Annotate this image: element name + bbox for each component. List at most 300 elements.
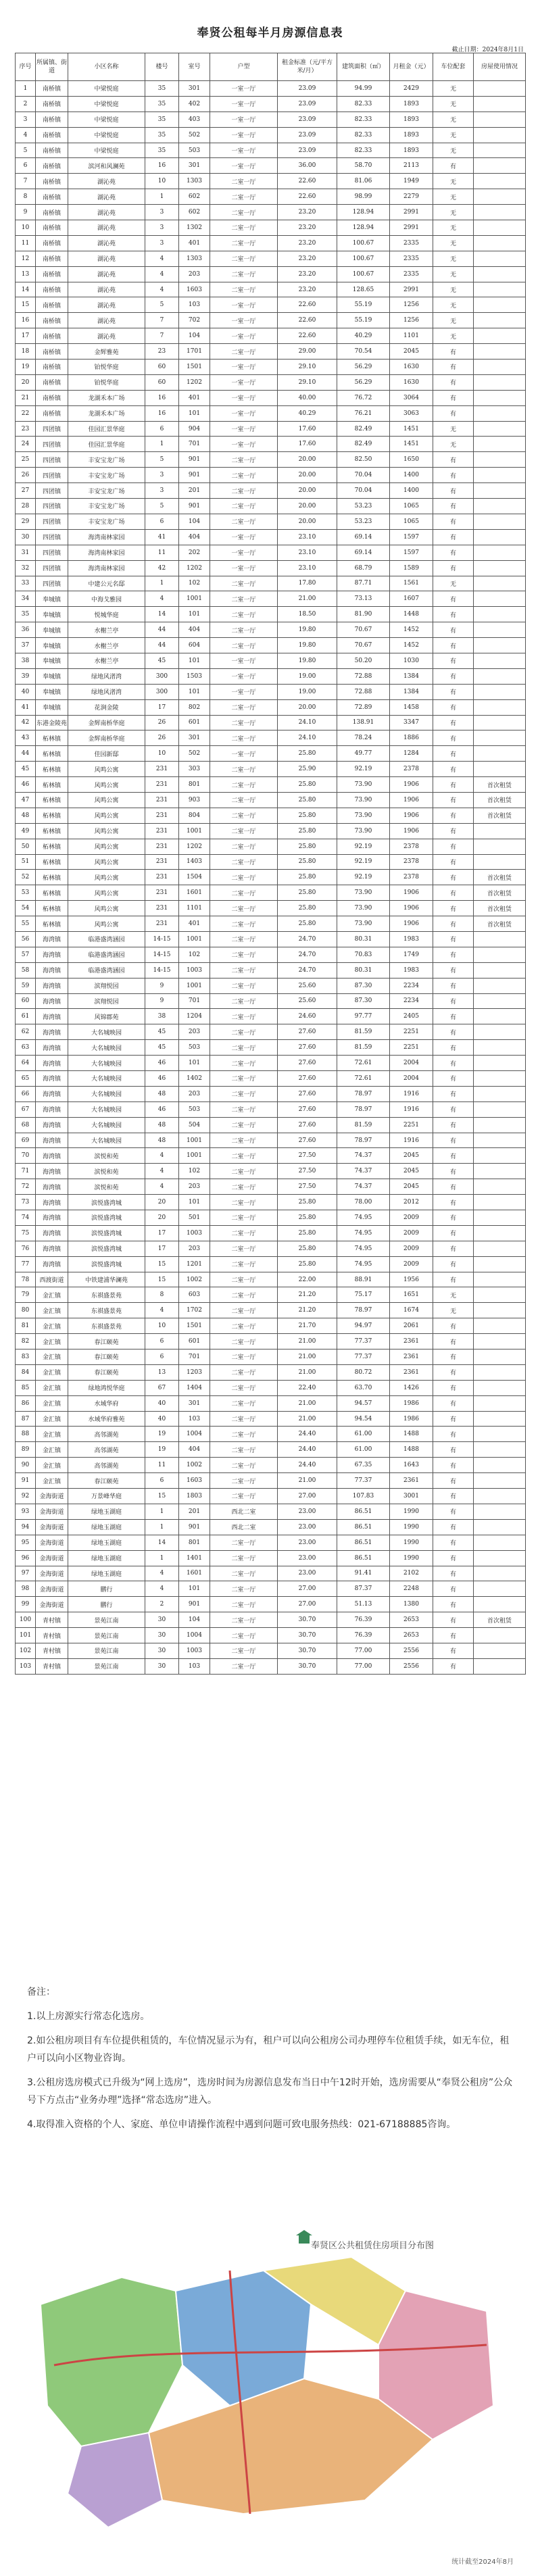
table-cell: 二室一厅 <box>210 931 278 947</box>
table-cell: 有 <box>433 1643 474 1658</box>
table-cell: 77 <box>16 1256 36 1272</box>
table-cell: 二室一厅 <box>210 1318 278 1334</box>
table-cell: 首次租赁 <box>474 792 526 808</box>
table-cell: 湖沁苑 <box>68 189 145 205</box>
table-cell <box>474 529 526 545</box>
table-cell: 203 <box>179 1241 210 1256</box>
table-cell: 2361 <box>390 1364 433 1380</box>
table-cell <box>474 1458 526 1473</box>
table-cell: 无 <box>433 437 474 452</box>
table-cell <box>474 1519 526 1535</box>
table-cell: 有 <box>433 1101 474 1117</box>
table-cell: 3001 <box>390 1489 433 1504</box>
table-cell: 金海街道 <box>36 1566 68 1581</box>
table-cell <box>474 297 526 313</box>
table-cell: 水榭兰亭 <box>68 653 145 668</box>
table-cell: 1701 <box>179 344 210 360</box>
table-cell: 14 <box>145 607 179 622</box>
table-cell: 2004 <box>390 1071 433 1087</box>
table-cell: 大名城映园 <box>68 1117 145 1133</box>
table-cell: 二室一厅 <box>210 1256 278 1272</box>
table-cell: 100 <box>16 1612 36 1628</box>
column-header: 楼号 <box>145 53 179 81</box>
table-cell: 12 <box>16 251 36 266</box>
table-cell: 1601 <box>179 1566 210 1581</box>
table-cell: 1983 <box>390 931 433 947</box>
table-cell: 二室一厅 <box>210 1442 278 1458</box>
table-cell: 27.00 <box>278 1489 337 1504</box>
table-row <box>16 282 526 297</box>
table-cell: 82.33 <box>337 96 390 112</box>
table-cell: 四团镇 <box>36 576 68 591</box>
table-cell: 1906 <box>390 808 433 823</box>
table-cell: 1906 <box>390 916 433 932</box>
table-cell: 1893 <box>390 143 433 158</box>
table-row <box>16 684 526 699</box>
table-cell: 101 <box>179 1581 210 1597</box>
table-cell: 25.80 <box>278 808 337 823</box>
table-cell <box>474 1133 526 1148</box>
table-cell <box>474 174 526 189</box>
table-row <box>16 854 526 870</box>
table-cell: 69.14 <box>337 545 390 560</box>
table-cell: 奉城镇 <box>36 638 68 653</box>
table-row <box>16 1272 526 1287</box>
table-cell: 401 <box>179 390 210 405</box>
table-cell: 有 <box>433 1411 474 1427</box>
table-cell: 南桥镇 <box>36 158 68 174</box>
table-cell <box>474 1581 526 1597</box>
table-cell: 无 <box>433 297 474 313</box>
table-cell: 45 <box>145 1024 179 1040</box>
table-cell: 南桥镇 <box>36 328 68 344</box>
table-cell: 25.90 <box>278 762 337 777</box>
table-cell: 15 <box>145 1256 179 1272</box>
table-cell: 78.00 <box>337 1195 390 1210</box>
table-cell: 1597 <box>390 529 433 545</box>
table-cell: 3 <box>145 220 179 236</box>
table-cell: 高邻湖苑 <box>68 1458 145 1473</box>
table-cell: 94 <box>16 1519 36 1535</box>
table-cell: 铂悦华庭 <box>68 360 145 375</box>
table-row <box>16 483 526 499</box>
table-cell <box>474 127 526 143</box>
table-cell: 有 <box>433 514 474 529</box>
table-cell: 2279 <box>390 189 433 205</box>
table-cell: 40.00 <box>278 390 337 405</box>
table-cell <box>474 1411 526 1427</box>
table-cell: 25.60 <box>278 978 337 993</box>
table-cell: 1 <box>145 1519 179 1535</box>
table-cell: 27.60 <box>278 1101 337 1117</box>
table-row <box>16 437 526 452</box>
table-cell: 二室一厅 <box>210 715 278 730</box>
table-cell: 二室一厅 <box>210 1225 278 1241</box>
table-cell: 1893 <box>390 112 433 127</box>
table-cell: 128.65 <box>337 282 390 297</box>
table-row <box>16 746 526 762</box>
column-header: 月租金（元） <box>390 53 433 81</box>
table-cell: 无 <box>433 313 474 328</box>
table-cell: 金汇镇 <box>36 1364 68 1380</box>
table-cell: 湖沁苑 <box>68 328 145 344</box>
table-cell: 16 <box>145 390 179 405</box>
table-row <box>16 96 526 112</box>
table-cell: 41 <box>145 529 179 545</box>
table-cell: 1504 <box>179 870 210 885</box>
table-cell: 有 <box>433 1056 474 1071</box>
table-cell: 48 <box>145 1133 179 1148</box>
table-cell: 海湾镇 <box>36 1101 68 1117</box>
table-cell: 1065 <box>390 514 433 529</box>
table-cell: 202 <box>179 545 210 560</box>
table-cell: 39 <box>16 668 36 684</box>
table-cell: 101 <box>179 684 210 699</box>
table-cell: 青村镇 <box>36 1658 68 1674</box>
table-cell: 有 <box>433 158 474 174</box>
table-cell: 无 <box>433 235 474 251</box>
table-cell: 二室一厅 <box>210 638 278 653</box>
table-cell: 高邻湖苑 <box>68 1427 145 1442</box>
table-cell: 66 <box>16 1086 36 1101</box>
table-row <box>16 916 526 932</box>
table-cell: 74.37 <box>337 1164 390 1179</box>
table-cell: 70.67 <box>337 622 390 638</box>
table-cell: 35 <box>145 112 179 127</box>
table-cell: 77.37 <box>337 1349 390 1365</box>
table-cell <box>474 313 526 328</box>
table-cell: 73.90 <box>337 792 390 808</box>
table-cell: 无 <box>433 220 474 236</box>
table-cell: 有 <box>433 870 474 885</box>
table-cell: 2102 <box>390 1566 433 1581</box>
table-cell: 2061 <box>390 1318 433 1334</box>
table-cell: 金汇镇 <box>36 1458 68 1473</box>
table-cell <box>474 839 526 854</box>
table-cell: 19 <box>145 1442 179 1458</box>
table-cell: 701 <box>179 437 210 452</box>
table-cell: 46 <box>145 1101 179 1117</box>
table-cell: 25.80 <box>278 777 337 793</box>
table-cell: 17 <box>145 1225 179 1241</box>
table-cell: 14 <box>16 282 36 297</box>
table-cell: 中海戈雅园 <box>68 591 145 607</box>
table-row <box>16 730 526 746</box>
table-cell: 71 <box>16 1164 36 1179</box>
table-cell: 无 <box>433 1303 474 1318</box>
table-cell: 一室一厅 <box>210 421 278 437</box>
table-cell: 风鸣公寓 <box>68 839 145 854</box>
table-cell <box>474 251 526 266</box>
table-cell: 有 <box>433 1040 474 1056</box>
table-cell: 231 <box>145 870 179 885</box>
table-cell: 首次租赁 <box>474 916 526 932</box>
table-cell <box>474 421 526 437</box>
table-cell: 30.70 <box>278 1628 337 1643</box>
table-cell: 有 <box>433 405 474 421</box>
table-cell: 79 <box>16 1287 36 1303</box>
table-cell: 94.99 <box>337 81 390 97</box>
table-cell: 70.67 <box>337 638 390 653</box>
table-cell <box>474 1566 526 1581</box>
table-cell: 二室一厅 <box>210 823 278 839</box>
table-cell: 湖沁苑 <box>68 174 145 189</box>
table-cell: 301 <box>179 158 210 174</box>
table-row <box>16 1040 526 1056</box>
table-cell: 二室一厅 <box>210 251 278 266</box>
table-cell <box>474 576 526 591</box>
table-cell: 湖沁苑 <box>68 282 145 297</box>
table-cell: 100.67 <box>337 235 390 251</box>
table-cell: 1302 <box>179 220 210 236</box>
table-row <box>16 931 526 947</box>
table-cell: 231 <box>145 916 179 932</box>
table-cell: 一室一厅 <box>210 297 278 313</box>
table-cell: 58 <box>16 962 36 978</box>
table-cell <box>474 715 526 730</box>
table-cell: 101 <box>179 653 210 668</box>
table-cell: 22.00 <box>278 1272 337 1287</box>
table-cell: 21.00 <box>278 1411 337 1427</box>
table-cell <box>474 545 526 560</box>
table-cell: 二室一厅 <box>210 839 278 854</box>
table-cell: 17 <box>16 328 36 344</box>
table-cell: 二室一厅 <box>210 1086 278 1101</box>
table-cell <box>474 1272 526 1287</box>
table-cell: 44 <box>145 622 179 638</box>
table-cell: 81.06 <box>337 174 390 189</box>
table-cell: 二室一厅 <box>210 1334 278 1349</box>
table-row <box>16 638 526 653</box>
table-cell: 风鸣公寓 <box>68 777 145 793</box>
table-cell: 东祺盛景苑 <box>68 1303 145 1318</box>
table-cell: 22 <box>16 405 36 421</box>
table-cell: 70.54 <box>337 344 390 360</box>
table-cell: 有 <box>433 1164 474 1179</box>
table-cell: 南桥镇 <box>36 374 68 390</box>
table-cell: 无 <box>433 205 474 220</box>
table-cell <box>474 266 526 282</box>
table-cell <box>474 452 526 468</box>
table-row <box>16 1303 526 1318</box>
table-cell: 401 <box>179 916 210 932</box>
table-cell: 有 <box>433 638 474 653</box>
table-cell: 61.00 <box>337 1427 390 1442</box>
table-cell: 502 <box>179 746 210 762</box>
table-cell: 82.50 <box>337 452 390 468</box>
table-cell: 92 <box>16 1489 36 1504</box>
table-cell: 海湾镇 <box>36 1009 68 1024</box>
table-cell: 63 <box>16 1040 36 1056</box>
table-cell: 10 <box>145 174 179 189</box>
table-cell: 231 <box>145 762 179 777</box>
table-row <box>16 1364 526 1380</box>
table-cell: 滨悦和苑 <box>68 1179 145 1195</box>
table-cell: 98.99 <box>337 189 390 205</box>
table-cell: 1 <box>145 189 179 205</box>
table-cell: 901 <box>179 468 210 483</box>
table-cell: 有 <box>433 901 474 916</box>
table-cell: 25.80 <box>278 901 337 916</box>
table-cell: 四团镇 <box>36 514 68 529</box>
table-cell: 91.41 <box>337 1566 390 1581</box>
table-cell: 大名城映园 <box>68 1101 145 1117</box>
table-cell: 4 <box>145 251 179 266</box>
table-cell: 南桥镇 <box>36 174 68 189</box>
table-cell: 二室一厅 <box>210 483 278 499</box>
table-cell: 二室一厅 <box>210 885 278 901</box>
table-cell: 春江颐苑 <box>68 1364 145 1380</box>
table-cell: 16 <box>145 158 179 174</box>
table-cell: 2653 <box>390 1628 433 1643</box>
table-cell <box>474 746 526 762</box>
table-cell: 丰安宝龙广场 <box>68 452 145 468</box>
table-cell: 有 <box>433 962 474 978</box>
table-cell: 奉城镇 <box>36 668 68 684</box>
table-cell: 一室一厅 <box>210 545 278 560</box>
table-cell: 74.37 <box>337 1148 390 1164</box>
table-cell: 23.00 <box>278 1566 337 1581</box>
table-cell: 2378 <box>390 762 433 777</box>
table-cell: 903 <box>179 792 210 808</box>
table-row <box>16 205 526 220</box>
table-cell: 91 <box>16 1473 36 1489</box>
table-row <box>16 901 526 916</box>
table-cell: 二室一厅 <box>210 962 278 978</box>
table-cell: 87 <box>16 1411 36 1427</box>
table-cell <box>474 622 526 638</box>
table-cell: 55 <box>16 916 36 932</box>
table-row <box>16 545 526 560</box>
table-cell: 78.97 <box>337 1086 390 1101</box>
table-cell: 绿地风渚湾 <box>68 668 145 684</box>
table-cell: 南桥镇 <box>36 205 68 220</box>
table-cell: 101 <box>179 607 210 622</box>
table-cell: 1256 <box>390 313 433 328</box>
table-cell: 佳园汇景华庭 <box>68 437 145 452</box>
table-cell: 1501 <box>179 1318 210 1334</box>
table-cell <box>474 1241 526 1256</box>
table-cell: 1448 <box>390 607 433 622</box>
table-cell: 丰安宝龙广场 <box>68 468 145 483</box>
table-cell: 有 <box>433 1148 474 1164</box>
table-cell: 36.00 <box>278 158 337 174</box>
table-cell: 404 <box>179 1442 210 1458</box>
table-cell: 2991 <box>390 220 433 236</box>
table-cell: 901 <box>179 452 210 468</box>
table-cell: 中建公元名邸 <box>68 576 145 591</box>
table-cell: 3 <box>16 112 36 127</box>
table-cell: 22.40 <box>278 1380 337 1395</box>
table-cell: 21.00 <box>278 1473 337 1489</box>
table-cell: 1893 <box>390 96 433 112</box>
table-cell: 85 <box>16 1380 36 1395</box>
table-cell: 89 <box>16 1442 36 1458</box>
table-cell: 35 <box>145 96 179 112</box>
table-row <box>16 1256 526 1272</box>
table-cell: 301 <box>179 81 210 97</box>
table-cell: 11 <box>145 1458 179 1473</box>
table-cell: 二室一厅 <box>210 1148 278 1164</box>
table-cell: 15 <box>145 1489 179 1504</box>
table-cell: 海湾镇 <box>36 1256 68 1272</box>
table-cell: 1001 <box>179 1148 210 1164</box>
table-cell: 23.00 <box>278 1550 337 1566</box>
table-cell: 金辉南桥华庭 <box>68 715 145 730</box>
table-cell: 30.70 <box>278 1658 337 1674</box>
table-cell <box>474 560 526 576</box>
table-row <box>16 715 526 730</box>
table-cell: 97 <box>16 1566 36 1581</box>
table-cell: 南桥镇 <box>36 297 68 313</box>
table-cell: 86.51 <box>337 1504 390 1519</box>
table-cell: 300 <box>145 668 179 684</box>
table-cell: 67.35 <box>337 1458 390 1473</box>
table-cell: 海湾镇 <box>36 1086 68 1101</box>
table-cell: 26 <box>145 715 179 730</box>
table-cell: 92.19 <box>337 870 390 885</box>
table-cell: 27.60 <box>278 1040 337 1056</box>
table-cell: 金辉南桥华庭 <box>68 730 145 746</box>
table-cell: 4 <box>145 1303 179 1318</box>
table-cell: 17 <box>145 1241 179 1256</box>
table-cell: 72.88 <box>337 668 390 684</box>
table-cell: 有 <box>433 360 474 375</box>
table-cell: 53.23 <box>337 514 390 529</box>
table-cell: 904 <box>179 421 210 437</box>
table-cell: 2009 <box>390 1241 433 1256</box>
table-cell <box>474 1380 526 1395</box>
table-cell: 有 <box>433 344 474 360</box>
table-cell: 10 <box>16 220 36 236</box>
table-cell: 23.09 <box>278 81 337 97</box>
table-cell <box>474 405 526 421</box>
table-cell: 6 <box>16 158 36 174</box>
table-cell: 柘林镇 <box>36 730 68 746</box>
table-cell <box>474 730 526 746</box>
table-row <box>16 452 526 468</box>
table-cell: 107.83 <box>337 1489 390 1504</box>
table-cell: 128.94 <box>337 205 390 220</box>
table-cell: 20.00 <box>278 483 337 499</box>
table-cell: 无 <box>433 174 474 189</box>
table-cell: 203 <box>179 1086 210 1101</box>
table-cell: 25.80 <box>278 854 337 870</box>
table-cell: 60 <box>16 993 36 1009</box>
page-title: 奉贤公租每半月房源信息表 <box>197 26 343 40</box>
table-cell: 金汇镇 <box>36 1473 68 1489</box>
table-cell: 有 <box>433 622 474 638</box>
table-cell: 73.90 <box>337 916 390 932</box>
table-row <box>16 1519 526 1535</box>
table-cell: 二室一厅 <box>210 1101 278 1117</box>
table-cell: 401 <box>179 235 210 251</box>
table-cell: 有 <box>433 947 474 962</box>
table-cell: 有 <box>433 1597 474 1612</box>
table-row <box>16 962 526 978</box>
table-cell: 73.90 <box>337 901 390 916</box>
table-cell: 21.20 <box>278 1287 337 1303</box>
table-cell: 1426 <box>390 1380 433 1395</box>
table-cell: 231 <box>145 823 179 839</box>
table-cell <box>474 1535 526 1550</box>
table-cell: 丰安宝龙广场 <box>68 499 145 514</box>
table-cell: 2009 <box>390 1225 433 1241</box>
table-cell <box>474 1395 526 1411</box>
table-cell: 27.50 <box>278 1164 337 1179</box>
table-cell: 70 <box>16 1148 36 1164</box>
table-cell: 27.60 <box>278 1024 337 1040</box>
